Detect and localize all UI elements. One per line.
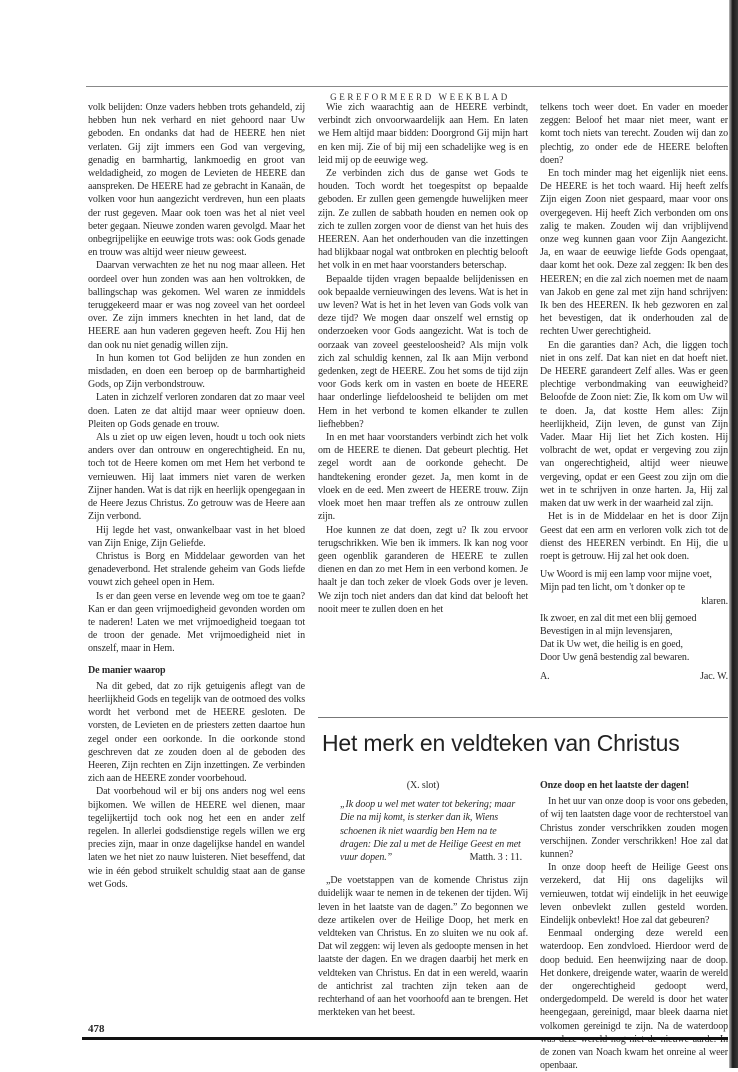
column-3-bottom xyxy=(540,779,728,1072)
quote-text: „Ik doop u wel met water tot bekering; maar Die na mij komt, is sterker dan ik, Wiens schoenen ik niet waardig ben Hem na te dragen: Die zal u met de Heilige Geest en met vuur dopen.” xyxy=(340,799,521,864)
header-rule xyxy=(86,86,728,87)
col1-paragraphs xyxy=(88,101,305,656)
paragraph: Bepaalde tijden vragen bepaalde belijdenissen en ook bepaalde vernieuwingen des levens. Wat is het in uw leven? Wat is het in het leven van Gods volk van deze tijd? We mogen daar onszelf wel ernstig op onderzoeken voor Gods aangezicht. Wat is toch de oorzaak van zoveel geesteloosheid? Als mijn volk zich zal schuldig kennen, zal Ik aan Mijn verbond gedenken, zegt de HEERE. Zou het soms de tijd zijn voor Gods kerk om in vasten en boete de HEERE haar onderlinge liefdeloosheid te belijden om met Hem in het verbond te komen elkander te zullen liefhebben? xyxy=(318,273,528,430)
paragraph: En toch minder mag het eigenlijk niet eens. De HEERE is het toch waard. Hij heeft zelfs Zijn eigen Zoon niet gespaard, maar voor ons overgegeven. Hij heeft Zich verbonden om ons zalig te maken. Zouden wij dan vrijblijvend onze weg kunnen gaan voor Zijn Aangezicht. Ja, en waar de eeuwige liefde Gods opengaat, daar komt het ook. Deze zal zeggen: Ik ben des HEEREN; en die zal zich noemen met de naam van Jakob en gene zal met zijn hand schrijven: Ik ben des HEEREN. Ik heb gezworen en zal het bevestigen, dat ik onderhouden zal de rechten Uwer gerechtigheid. xyxy=(540,168,728,338)
signature-author: Jac. W. xyxy=(700,670,728,682)
poem-line: Uw Woord is mij een lamp voor mijne voet, xyxy=(540,569,712,581)
paragraph: volk belijden: Onze vaders hebben trots gehandeld, zij hebben hun nek verhard en niet gehoord naar Uw geboden. En ondanks dat had de HEERE hen niet verlaten. Gij zijt immers een God van vergeving, genadig en barmhartig, lankmoedig en groot van weldadigheid, zo mogen de Levieten de HEERE dan aanspreken. De HEERE had ze gebracht in Kanaän, de volken voor hun aangezicht verdreven, hun een plaats der rust gegeven. Maar ook toen was het al niet veel beter gegaan. Nieuwe zonden waren gevolgd. Maar het onbegrijpelijke en eeuwige trots was: ook Gods genade en trouw was altijd weer nieuw geweest. xyxy=(88,102,305,259)
epigraph-quote xyxy=(340,798,522,864)
section-heading: De manier waarop xyxy=(88,664,166,676)
article-divider xyxy=(318,717,728,718)
col2-paragraphs xyxy=(318,101,528,616)
paragraph: Het is in de Middelaar en het is door Zijn Geest dat een arm en verloren volk zich tot de dienst des HEEREN verbindt. En Hij, die u roept is getrouw. Hij zal het ook doen. xyxy=(540,511,728,562)
paragraph: Eenmaal onderging deze wereld een waterdoop. Een zondvloed. Hierdoor werd de doop beduid. Een heenwijzing naar de doop. Het donkere, dreigende water, waarin de wereld der ongerechtigheid gedoopt werd, ondergedompeld. De wereld is door het water heengegaan, gereinigd, maar bleek daarna niet volkomen gereinigd te zijn. Na de waterdoop de zonen van Noach kwam het onreine al weer openbaar. xyxy=(540,928,728,1072)
paragraph: „De voetstappen van de komende Christus zijn duidelijk waar te nemen in de tekenen der tijden. Wij leven in het laatste van de dagen.” Zo begonnen we deze artikelen over de Heilige Doop, het merk en veldteken van Christus. En zo sluiten we nu ook af. Dat wil zeggen: wij leven als gedoopte mensen in het laatste der dagen. En we dragen daarbij het merk en veldteken van Christus. En dat in een wereld, waarin de antichrist zal trachten zijn teken aan de rechterhand of aan het voorhoofd aan te brengen. Het merkteken van het beest. xyxy=(318,875,528,1019)
paragraph: Laten in zichzelf verloren zondaren dat zo maar veel doen. Laten ze dat altijd maar weer opnieuw doen. Pleiten op Gods genade en trouw. xyxy=(88,392,305,430)
paragraph: In het uur van onze doop is voor ons gebeden, of wij ten laatsten dage voor de rechterstoel van Christus zonder verschrikken zouden mogen verschijnen. Zonder verschrikken! Hoe zal dat kunnen? xyxy=(540,796,728,861)
col2-bottom-paragraphs xyxy=(318,874,528,1019)
article-title: Het merk en veldteken van Christus xyxy=(322,730,680,756)
poem-line: klaren. xyxy=(701,595,728,607)
page-number: 478 xyxy=(88,1023,105,1035)
col3-bottom-paragraphs xyxy=(540,795,728,1072)
poem-line: Door Uw genâ bestendig zal bewaren. xyxy=(540,652,690,664)
paragraph: En die garanties dan? Ach, die liggen toch niet in ons zelf. Dat kan niet en dat hoeft niet. De HEERE garandeert Zelf alles. Was er geen plechtige verbondmaking van eeuwigheid? Beloofde de Zoon niet: Zie, Ik kom om Uw wil te doen. Ja, dat kostte Hem alles: Zijn heerlijkheid, Zijn leven, de gunst van Zijn Vader. Maar Hij liet het Zich kosten. Hij volbracht de wet, opdat er vergeving zou zijn van ongerechtigheid, altijd weer nieuwe vergeving, opdat er een Geest zou zijn om die wet in te schrijven in onze harten. Ja, Hij zal maken dat uw werk in der waarheid zal zijn. xyxy=(540,339,728,510)
paragraph: Wie zich waarachtig aan de HEERE verbindt, verbindt zich onvoorwaardelijk aan Hem. En laten we Hem altijd maar bidden: Doorgrond Gij mijn hart en ken mij. Zie of bij mij een schadelijke weg is en leid mij op de eeuwige weg. xyxy=(318,102,528,166)
paragraph: Na dit gebed, dat zo rijk getuigenis aflegt van de heerlijkheid Gods en tegelijk van de ootmoed des volks wordt het verbond met de HEERE gesloten. De vorsten, de Levieten en de priesters zetten daartoe hun zegel onder een oorkonde. In die oorkonde stond geschreven dat ze zouden doen al de geboden des Heeren, Zijn rechten en Zijn inzettingen. Ze verbinden zich aan de HEERE zonder voorbehoud. xyxy=(88,680,305,785)
poem-line: Bevestigen in al mijn levensjaren, xyxy=(540,625,673,637)
paragraph: In hun komen tot God belijden ze hun zonden en misdaden, en doen een beroep op de barmhartigheid Gods, op Zijn verbondstrouw. xyxy=(88,352,305,391)
paragraph: Is er dan geen verse en levende weg om toe te gaan? Kan er dan geen vrijmoedigheid gevonden worden om te naderen! Laten we met vrijmoedigheid toegaan tot de troon der genade. Met vrijmoedigheid niet in onszelf, maar in Hem. xyxy=(88,590,305,655)
column-1 xyxy=(88,101,305,891)
running-head: GEREFORMEERD WEEKBLAD xyxy=(330,92,510,102)
signature xyxy=(540,670,728,683)
paragraph: Als u ziet op uw eigen leven, houdt u toch ook niets anders over dan ontrouw en ongerechtigheid. En nu, toch tot de Heere komen om met Hem het verbond te vernieuwen. Hij laat immers niet varen de werken Zijner handen. Wat is dat rijk en heerlijk opengegaan in de Heere Jezus Christus. Zo getrouw was de Heere aan Zijn verbond. xyxy=(88,432,305,523)
footer-rule xyxy=(82,1037,728,1040)
column-2-bottom xyxy=(318,779,528,1019)
col3-paragraphs xyxy=(540,101,728,563)
signature-left: A. xyxy=(540,670,550,682)
column-2-top xyxy=(318,101,528,616)
column-3-top xyxy=(540,101,728,683)
section-heading: Onze doop en het laatste der dagen! xyxy=(540,780,690,791)
paragraph: Hij legde het vast, onwankelbaar vast in het bloed van Zijn Enige, Zijn Geliefde. xyxy=(88,524,305,549)
quote-reference: Matth. 3 : 11. xyxy=(469,852,522,864)
poem-line: Mijn pad ten licht, om 't donker op te xyxy=(540,582,685,594)
poem-line: Dat ik Uw wet, die heilig is en goed, xyxy=(540,639,683,651)
page-binding-shadow xyxy=(729,0,738,1068)
poem xyxy=(540,568,728,664)
article-subtitle: (X. slot) xyxy=(406,780,440,791)
col1-paragraphs-after xyxy=(88,680,305,891)
paragraph: Daarvan verwachten ze het nu nog maar alleen. Het oordeel over hun zonden was aan hen voltrokken, de ballingschap was gekomen. Wel waren ze inmiddels teruggekeerd maar er was nog zoveel van het oordeel over. Ze zijn immers knechten in het land, dat de HEERE aan hun vaderen gegeven heeft. Zou Hij hen dan ook nu niet genadig willen zijn. xyxy=(88,260,305,351)
paragraph: Dat voorbehoud wil er bij ons anders nog wel eens bijkomen. We willen de HEERE wel dienen, maar tegelijkertijd toch ook nog het een en ander zelf regelen. In allerlei godsdienstige regels willen we erg precies zijn, maar in onze dagelijkse handel en wandel laten we het niet zo nauw luisteren. Niet beseffend, dat wie in één gebod struikelt schuldig staat aan de ganse wet Gods. xyxy=(88,786,305,890)
paragraph: In en met haar voorstanders verbindt zich het volk om de HEERE te dienen. Dat gebeurt plechtig. Het zegel wordt aan de oorkonde gehecht. De handtekening eronder gezet. Ja, men komt in de vloek en de eed. Men zweert de HEERE trouw. Zijn vloek moet hen maar treffen als ze ontrouw zullen zijn. xyxy=(318,432,528,523)
paragraph: In onze doop heeft de Heilige Geest ons verzekerd, dat Hij ons dagelijks wil vernieuwen, totdat wij eindelijk in het eeuwige leven onbevlekt zullen gesteld worden. Eindelijk onbevlekt! Hoe zal dat gebeuren? xyxy=(540,862,728,927)
poem-line: Ik zwoer, en zal dit met een blij gemoed xyxy=(540,612,697,624)
paragraph: telkens toch weer doet. En vader en moeder zeggen: Beloof het maar niet meer, want er komt toch niets van terecht. Zouden wij dan zo plechtig, zo onder ede de HEERE beloften doen? xyxy=(540,102,728,166)
paragraph: Christus is Borg en Middelaar geworden van het genadeverbond. Het stralende geheim van Gods liefde vouwt zich geheel open in Hem. xyxy=(88,550,305,589)
paragraph: Hoe kunnen ze dat doen, zegt u? Ik zou ervoor terugschrikken. Wie ben ik immers. Ik kan nog voor geen ogenblik garanderen de HEERE te zullen dienen en dan zo met Hem in een verbond komen. Je haalt je dan toch zeker de vloek Gods over je leven. We zijn toch niet anders dan dat kind dat belooft het nooit meer te zullen doen en het xyxy=(318,524,528,615)
paragraph: Ze verbinden zich dus de ganse wet Gods te houden. Toch wordt het toegespitst op bepaalde geboden. Er zullen geen gemengde huwelijken meer zijn. Ze zullen de sabbath houden en nemen ook op zich te zullen zorgen voor de dienst van het huis des HEEREN. Aan het onderhouden van die inzettingen had blijkbaar nogal wat ontbroken en plechtig belooft het volk in en met haar voorstanders beterschap. xyxy=(318,168,528,272)
